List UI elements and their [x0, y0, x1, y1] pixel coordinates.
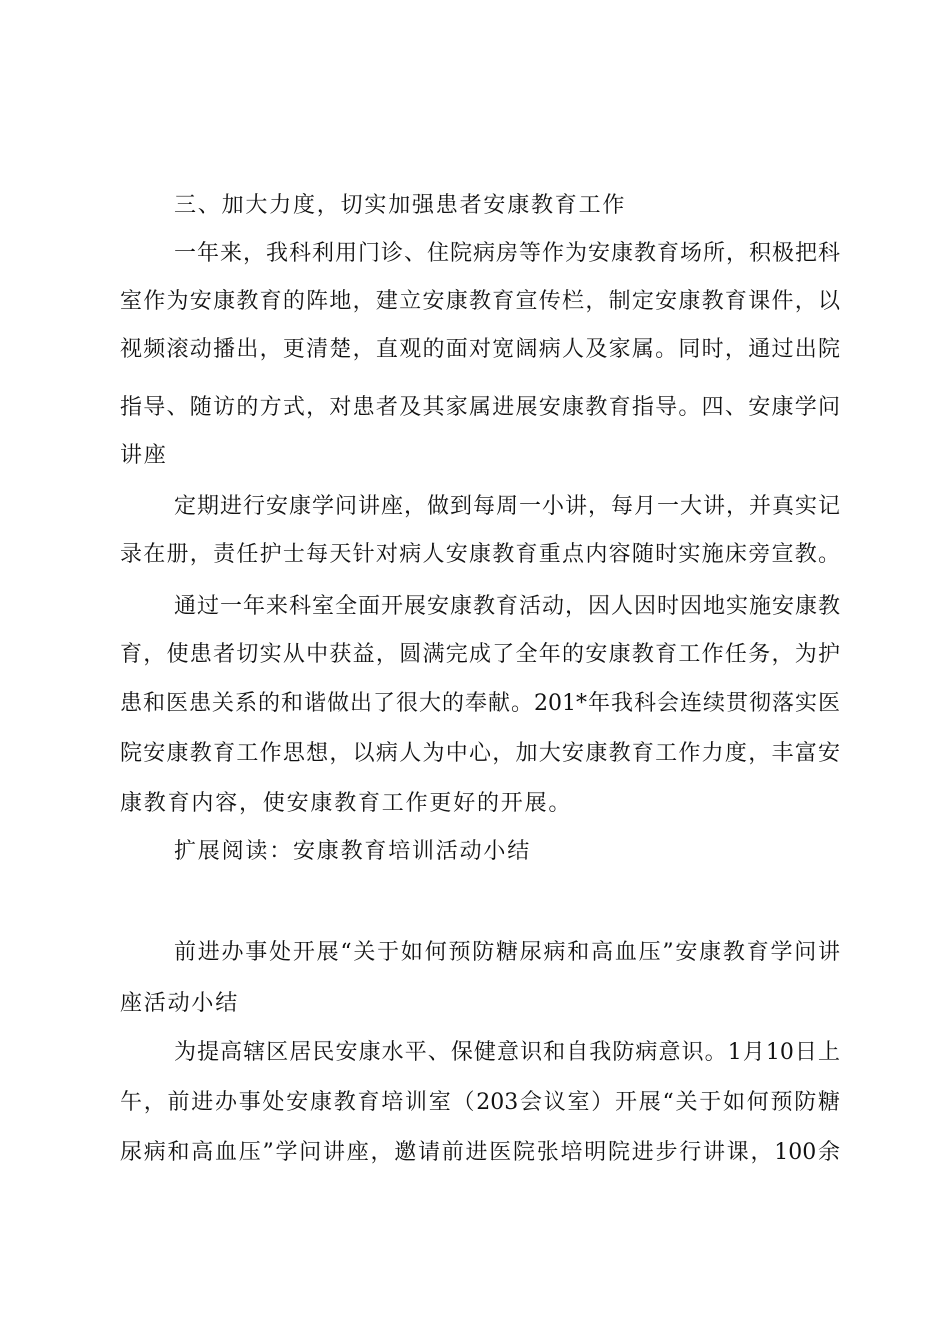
paragraph-line: 院安康教育工作思想，以病人为中心，加大安康教育工作力度，丰富安 — [120, 741, 840, 766]
paragraph-line: 通过一年来科室全面开展安康教育活动，因人因时因地实施安康教 — [174, 594, 840, 619]
paragraph-line: 午，前进办事处安康教育培训室（203会议室）开展“关于如何预防糖 — [120, 1090, 840, 1115]
extended-reading-heading: 扩展阅读：安康教育培训活动小结 — [174, 839, 532, 864]
paragraph-line: 指导、随访的方式，对患者及其家属进展安康教育指导。四、安康学问 — [120, 395, 840, 420]
article-title-line: 前进办事处开展“关于如何预防糖尿病和高血压”安康教育学问讲 — [174, 940, 840, 965]
section-heading: 三、加大力度，切实加强患者安康教育工作 — [174, 193, 627, 218]
paragraph-line: 录在册，责任护士每天针对病人安康教育重点内容随时实施床旁宣教。 — [120, 542, 840, 567]
paragraph-line: 康教育内容，使安康教育工作更好的开展。 — [120, 791, 573, 816]
paragraph-line: 视频滚动播出，更清楚，直观的面对宽阔病人及家属。同时，通过出院 — [120, 337, 840, 362]
paragraph-line: 为提高辖区居民安康水平、保健意识和自我防病意识。1月10日上 — [174, 1040, 840, 1065]
paragraph-line: 育，使患者切实从中获益，圆满完成了全年的安康教育工作任务，为护 — [120, 642, 840, 667]
paragraph-line: 一年来，我科利用门诊、住院病房等作为安康教育场所，积极把科 — [174, 241, 840, 266]
paragraph-line: 患和医患关系的和谐做出了很大的奉献。201*年我科会连续贯彻落实医 — [120, 691, 840, 716]
paragraph-line: 室作为安康教育的阵地，建立安康教育宣传栏，制定安康教育课件，以 — [120, 289, 840, 314]
article-title-line: 座活动小结 — [120, 991, 240, 1016]
paragraph-line: 定期进行安康学问讲座，做到每周一小讲，每月一大讲，并真实记 — [174, 494, 840, 519]
paragraph-line: 讲座 — [120, 443, 168, 468]
paragraph-line: 尿病和高血压”学问讲座，邀请前进医院张培明院进步行讲课，100余 — [120, 1140, 840, 1165]
